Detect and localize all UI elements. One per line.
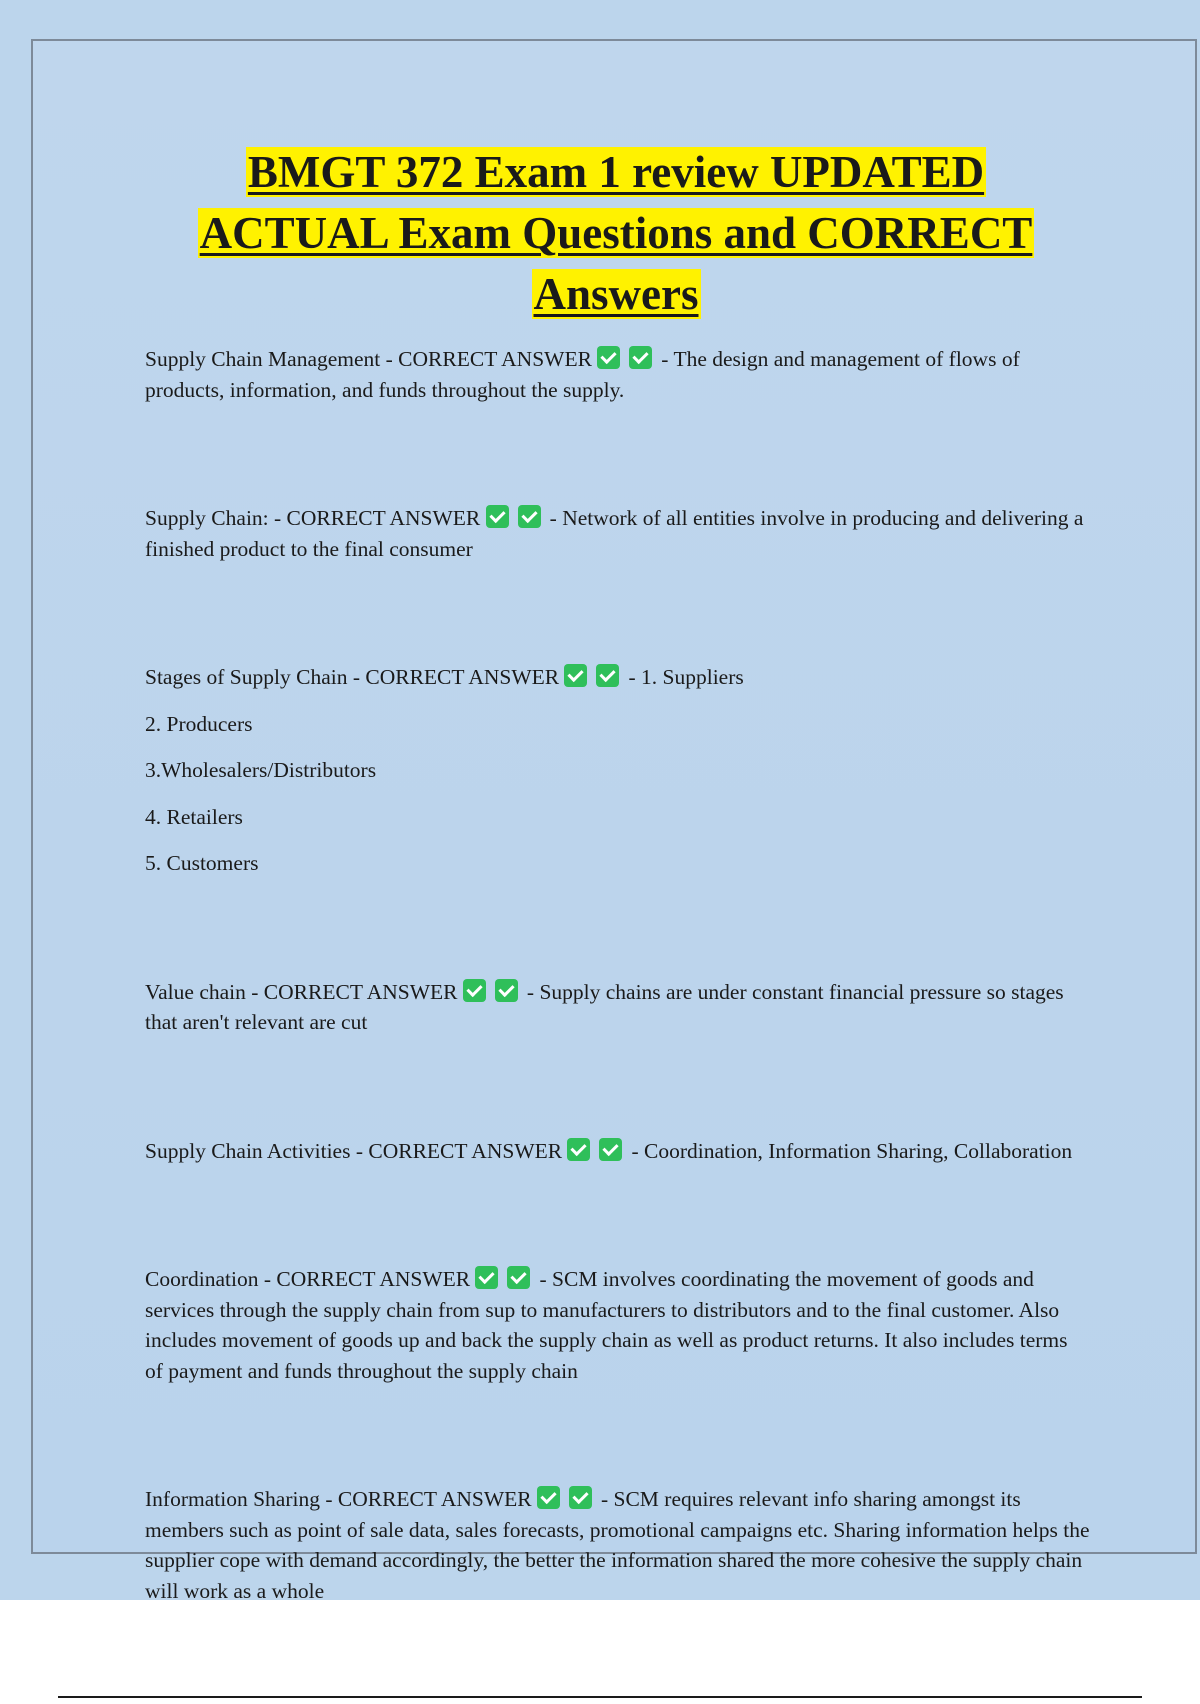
- qa-answer: - SCM involves coordinating the movement of goods and services through the supply chain from sup to manufacturers to distributors and to the final customer. Also includes movement of goods up and back the supply chain as well as product returns. It also includes terms of payment and funds throughout the supply chain: [145, 1267, 1068, 1383]
- check-mark-icon: [537, 1486, 560, 1509]
- check-mark-icon: [486, 505, 509, 528]
- qa-answer: - The design and management of flows of products, information, and funds throughout the supply.: [145, 347, 1020, 402]
- qa-paragraph: [145, 1484, 1090, 1606]
- qa-term: Value chain - CORRECT ANSWER: [145, 979, 458, 1004]
- footer-divider: [58, 1696, 1142, 1698]
- qa-paragraph: [145, 977, 1090, 1038]
- stage-list-item: 2. Producers: [145, 711, 253, 736]
- qa-answer: - SCM requires relevant info sharing amongst its members such as point of sale data, sales forecasts, promotional campaigns etc. Sharing information helps the supplier cope with demand accordingly, the better the information shared the more cohesive the supply chain will work as a whole: [145, 1487, 1090, 1603]
- check-mark-icon: [495, 979, 518, 1002]
- check-mark-icon: [599, 1138, 622, 1161]
- qa-entry-coordination: [145, 1264, 1090, 1386]
- title-line-1: BMGT 372 Exam 1 review UPDATED: [247, 147, 985, 197]
- qa-term: Coordination - CORRECT ANSWER: [145, 1267, 471, 1291]
- qa-term: Supply Chain: - CORRECT ANSWER: [145, 506, 481, 530]
- stage-list-item: 4. Retailers: [145, 804, 243, 829]
- check-mark-icon: [569, 1486, 592, 1509]
- check-mark-icon: [564, 664, 587, 687]
- document-title: [70, 142, 1162, 325]
- qa-answer: - Coordination, Information Sharing, Collaboration: [631, 1138, 1073, 1163]
- check-mark-icon: [596, 664, 619, 687]
- qa-answer: - Supply chains are under constant financial pressure so stages that aren't relevant are cut: [145, 979, 1064, 1034]
- qa-paragraph: [145, 503, 1090, 564]
- qa-list: [145, 344, 1090, 1704]
- qa-paragraph: [145, 662, 1090, 693]
- title-line-3: Answers: [533, 269, 699, 319]
- check-mark-icon: [629, 346, 652, 369]
- check-mark-icon: [475, 1266, 498, 1289]
- qa-entry-stages-of-supply-chain: [145, 662, 1090, 879]
- qa-answer: - 1. Suppliers: [628, 665, 744, 689]
- title-line-2: ACTUAL Exam Questions and CORRECT: [199, 208, 1033, 258]
- qa-term: Supply Chain Activities - CORRECT ANSWER: [145, 1138, 563, 1163]
- qa-paragraph: [145, 1136, 1090, 1167]
- qa-entry-supply-chain-management: [145, 344, 1090, 405]
- qa-paragraph: [145, 1264, 1090, 1386]
- check-mark-icon: [597, 346, 620, 369]
- qa-term: Stages of Supply Chain - CORRECT ANSWER: [145, 665, 560, 689]
- qa-entry-information-sharing: [145, 1484, 1090, 1606]
- qa-entry-value-chain: [145, 977, 1090, 1038]
- check-mark-icon: [507, 1266, 530, 1289]
- qa-answer: - Network of all entities involve in producing and delivering a finished product to the final consumer: [145, 506, 1084, 561]
- check-mark-icon: [567, 1138, 590, 1161]
- stage-list-item: 3.Wholesalers/Distributors: [145, 758, 377, 782]
- check-mark-icon: [463, 979, 486, 1002]
- check-mark-icon: [518, 505, 541, 528]
- qa-entry-supply-chain-activities: [145, 1136, 1090, 1167]
- qa-paragraph: [145, 344, 1090, 405]
- qa-term: Supply Chain Management - CORRECT ANSWER: [145, 347, 592, 371]
- qa-entry-supply-chain: [145, 503, 1090, 564]
- stage-list-item: 5. Customers: [145, 851, 259, 875]
- qa-term: Information Sharing - CORRECT ANSWER: [145, 1487, 532, 1511]
